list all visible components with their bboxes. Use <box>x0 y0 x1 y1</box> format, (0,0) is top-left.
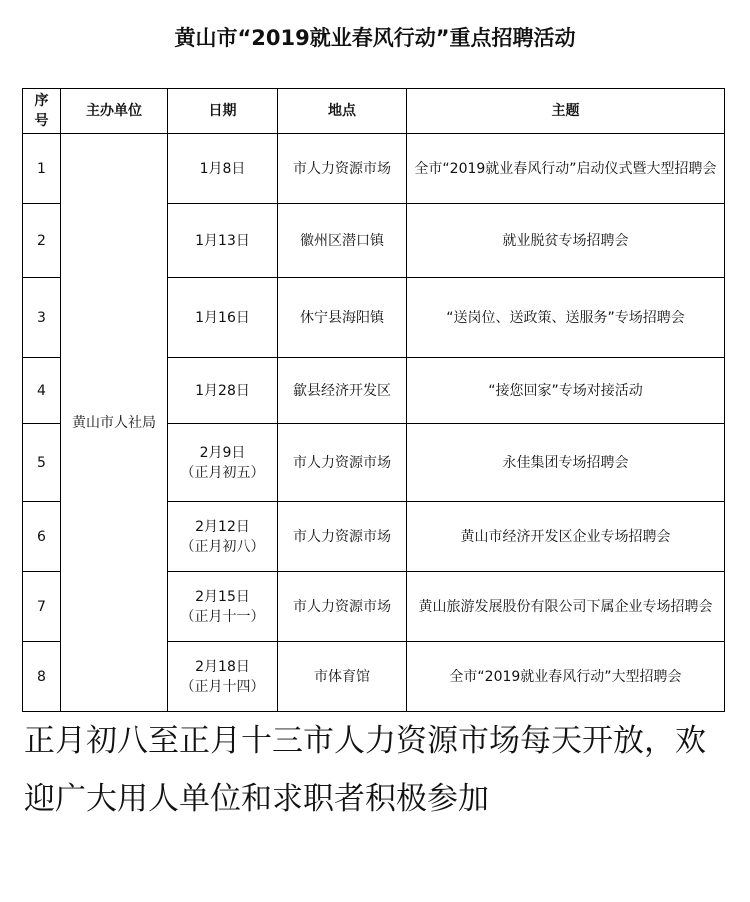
row-date <box>168 134 278 204</box>
row-theme: 黄山市经济开发区企业专场招聘会 <box>407 502 725 572</box>
row-seq: 1 <box>23 134 61 204</box>
row-date <box>168 424 278 502</box>
row-seq: 5 <box>23 424 61 502</box>
date-lunar: （正月初五） <box>180 464 265 481</box>
row-location: 市人力资源市场 <box>278 424 407 502</box>
date-lunar: （正月十四） <box>180 678 265 695</box>
row-location: 市体育馆 <box>278 642 407 712</box>
header-seq: 序号 <box>23 89 61 134</box>
row-theme: “送岗位、送政策、送服务”专场招聘会 <box>407 278 725 358</box>
row-theme: 全市“2019就业春风行动”大型招聘会 <box>407 642 725 712</box>
row-location: 市人力资源市场 <box>278 502 407 572</box>
row-seq: 4 <box>23 358 61 424</box>
table-row <box>23 134 725 204</box>
row-seq: 8 <box>23 642 61 712</box>
date-text: 2月12日 <box>195 518 250 535</box>
page-title: 黄山市“2019就业春风行动”重点招聘活动 <box>174 26 576 50</box>
row-date <box>168 502 278 572</box>
date-text: 2月18日 <box>195 658 250 675</box>
date-lunar: （正月十一） <box>180 608 265 625</box>
row-theme: 就业脱贫专场招聘会 <box>407 204 725 278</box>
row-date <box>168 572 278 642</box>
row-date <box>168 204 278 278</box>
date-text: 1月16日 <box>195 309 250 326</box>
row-seq: 3 <box>23 278 61 358</box>
row-location: 休宁县海阳镇 <box>278 278 407 358</box>
row-location: 徽州区潜口镇 <box>278 204 407 278</box>
date-text: 1月28日 <box>195 382 250 399</box>
organizer-cell: 黄山市人社局 <box>61 134 168 712</box>
row-location: 市人力资源市场 <box>278 572 407 642</box>
row-date <box>168 358 278 424</box>
row-theme: “接您回家”专场对接活动 <box>407 358 725 424</box>
date-text: 2月9日 <box>199 444 246 461</box>
table-header-row <box>23 89 725 134</box>
row-location: 市人力资源市场 <box>278 134 407 204</box>
schedule-table <box>22 88 725 712</box>
header-location: 地点 <box>278 89 407 134</box>
row-location: 歙县经济开发区 <box>278 358 407 424</box>
date-text: 2月15日 <box>195 588 250 605</box>
row-theme: 全市“2019就业春风行动”启动仪式暨大型招聘会 <box>407 134 725 204</box>
date-text: 1月13日 <box>195 232 250 249</box>
date-text: 1月8日 <box>199 160 246 177</box>
row-date <box>168 642 278 712</box>
header-date: 日期 <box>168 89 278 134</box>
row-theme: 黄山旅游发展股份有限公司下属企业专场招聘会 <box>407 572 725 642</box>
footer-note: 正月初八至正月十三市人力资源市场每天开放，欢迎广大用人单位和求职者积极参加 <box>24 723 706 817</box>
row-seq: 7 <box>23 572 61 642</box>
row-theme: 永佳集团专场招聘会 <box>407 424 725 502</box>
row-seq: 6 <box>23 502 61 572</box>
row-seq: 2 <box>23 204 61 278</box>
header-theme: 主题 <box>407 89 725 134</box>
row-date <box>168 278 278 358</box>
header-organizer: 主办单位 <box>61 89 168 134</box>
date-lunar: （正月初八） <box>180 538 265 555</box>
